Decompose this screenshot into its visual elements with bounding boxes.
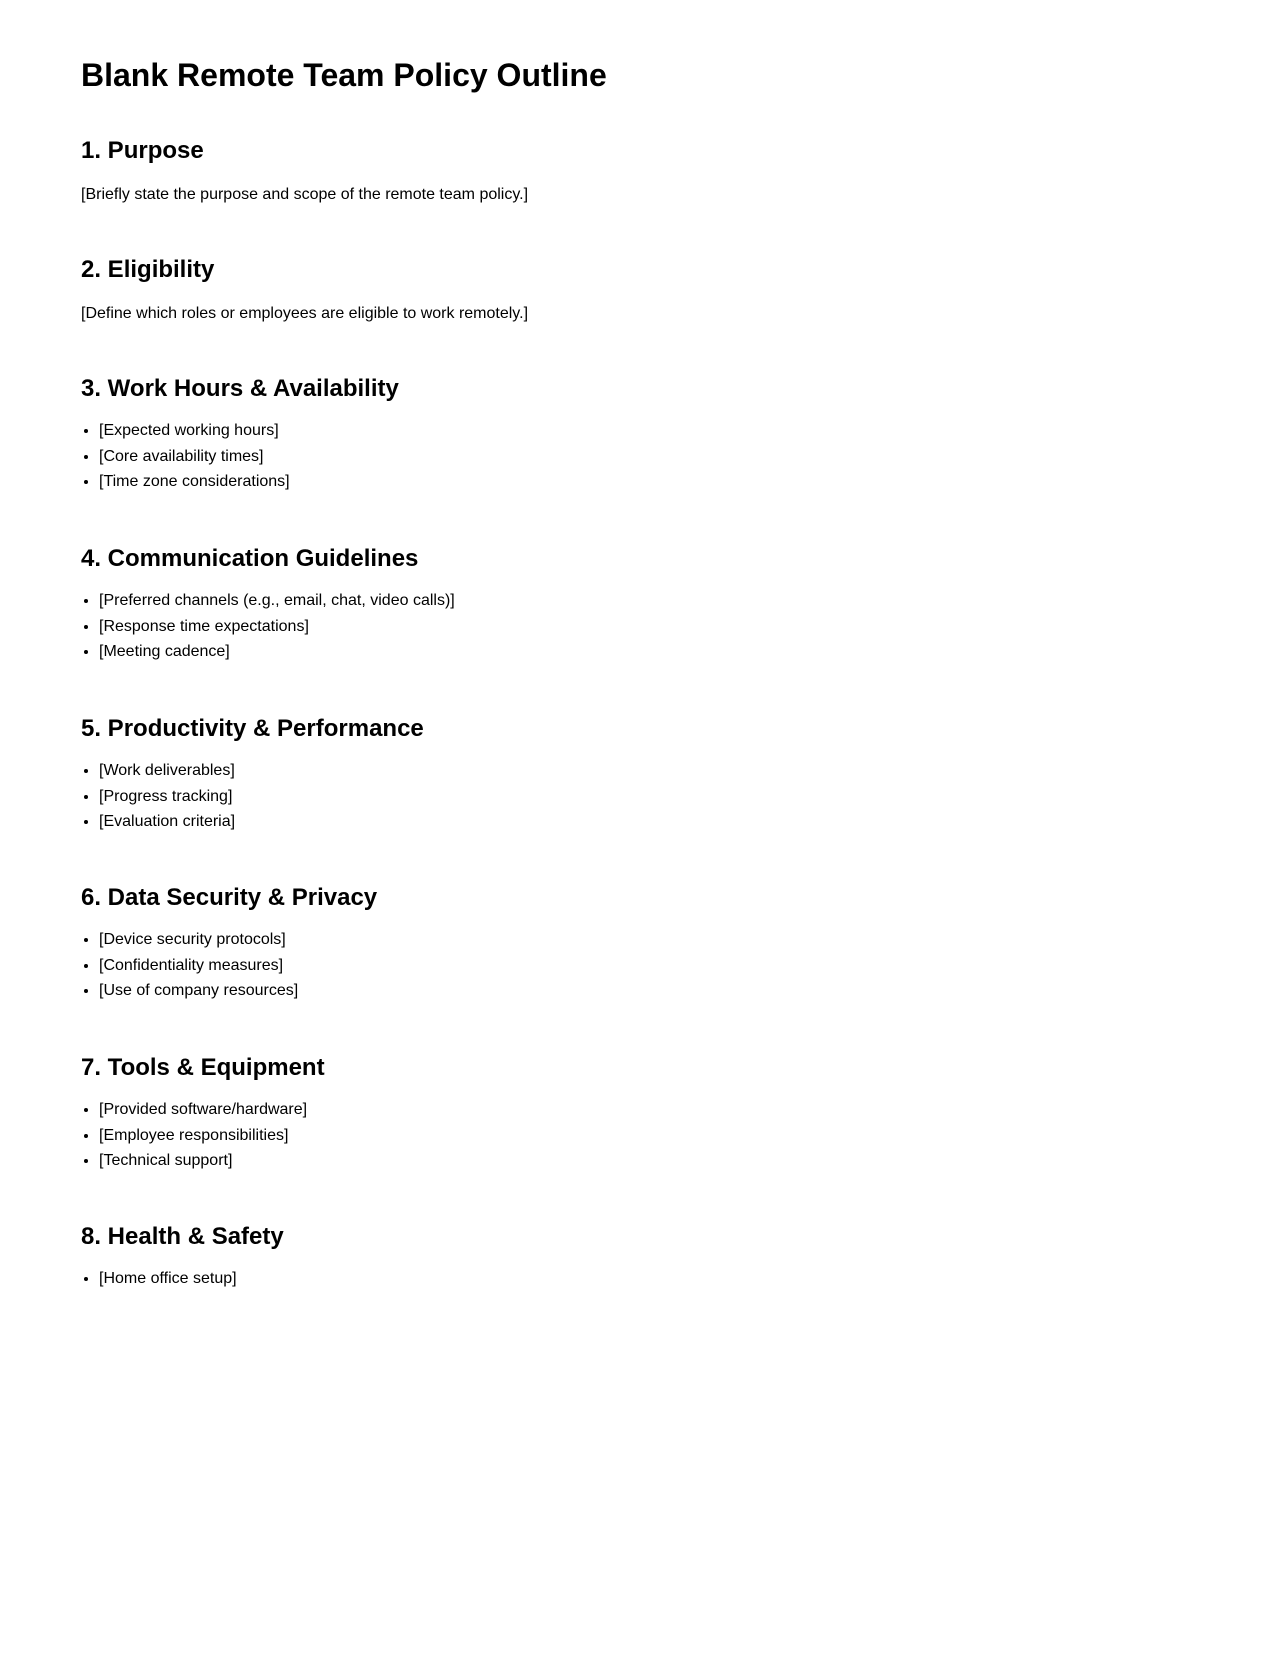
section-heading: 6. Data Security & Privacy <box>81 884 378 911</box>
list-item: • [Technical support] <box>99 1151 325 1171</box>
bullet-list <box>81 1100 325 1171</box>
section-data-security <box>81 884 377 1007</box>
list-item: • [Home office setup] <box>99 1269 284 1289</box>
list-item: • [Preferred channels (e.g., email, chat, video calls)] <box>99 591 455 611</box>
section-heading: 5. Productivity & Performance <box>81 715 424 742</box>
list-item: • [Employee responsibilities] <box>99 1126 325 1146</box>
section-heading: 7. Tools & Equipment <box>81 1054 325 1081</box>
section-communication <box>81 545 455 668</box>
bullet-list <box>81 1269 284 1289</box>
section-text: [Briefly state the purpose and scope of the remote team policy.] <box>81 186 529 203</box>
list-item: • [Confidentiality measures] <box>99 956 377 976</box>
list-item: • [Core availability times] <box>99 447 399 467</box>
section-purpose <box>81 137 528 205</box>
bullet-list <box>81 761 424 832</box>
list-item: • [Time zone considerations] <box>99 472 399 492</box>
section-text: [Define which roles or employees are eligible to work remotely.] <box>81 305 529 322</box>
section-eligibility <box>81 256 528 324</box>
bullet-list <box>81 421 399 492</box>
bullet-list <box>81 591 455 662</box>
section-work-hours <box>81 375 399 498</box>
list-item: • [Work deliverables] <box>99 761 424 781</box>
list-item: • [Response time expectations] <box>99 617 455 637</box>
section-heading: 4. Communication Guidelines <box>81 545 419 572</box>
section-heading: 1. Purpose <box>81 137 204 164</box>
list-item: • [Use of company resources] <box>99 981 377 1001</box>
section-heading: 2. Eligibility <box>81 256 215 283</box>
list-item: • [Device security protocols] <box>99 930 377 950</box>
section-heading: 8. Health & Safety <box>81 1223 284 1250</box>
document-title: Blank Remote Team Policy Outline <box>81 57 607 93</box>
section-heading: 3. Work Hours & Availability <box>81 375 399 402</box>
section-health-safety <box>81 1223 284 1294</box>
list-item: • [Expected working hours] <box>99 421 399 441</box>
section-productivity <box>81 715 424 838</box>
section-tools <box>81 1054 325 1177</box>
bullet-list <box>81 930 377 1001</box>
list-item: • [Provided software/hardware] <box>99 1100 325 1120</box>
list-item: • [Meeting cadence] <box>99 642 455 662</box>
list-item: • [Evaluation criteria] <box>99 812 424 832</box>
list-item: • [Progress tracking] <box>99 787 424 807</box>
